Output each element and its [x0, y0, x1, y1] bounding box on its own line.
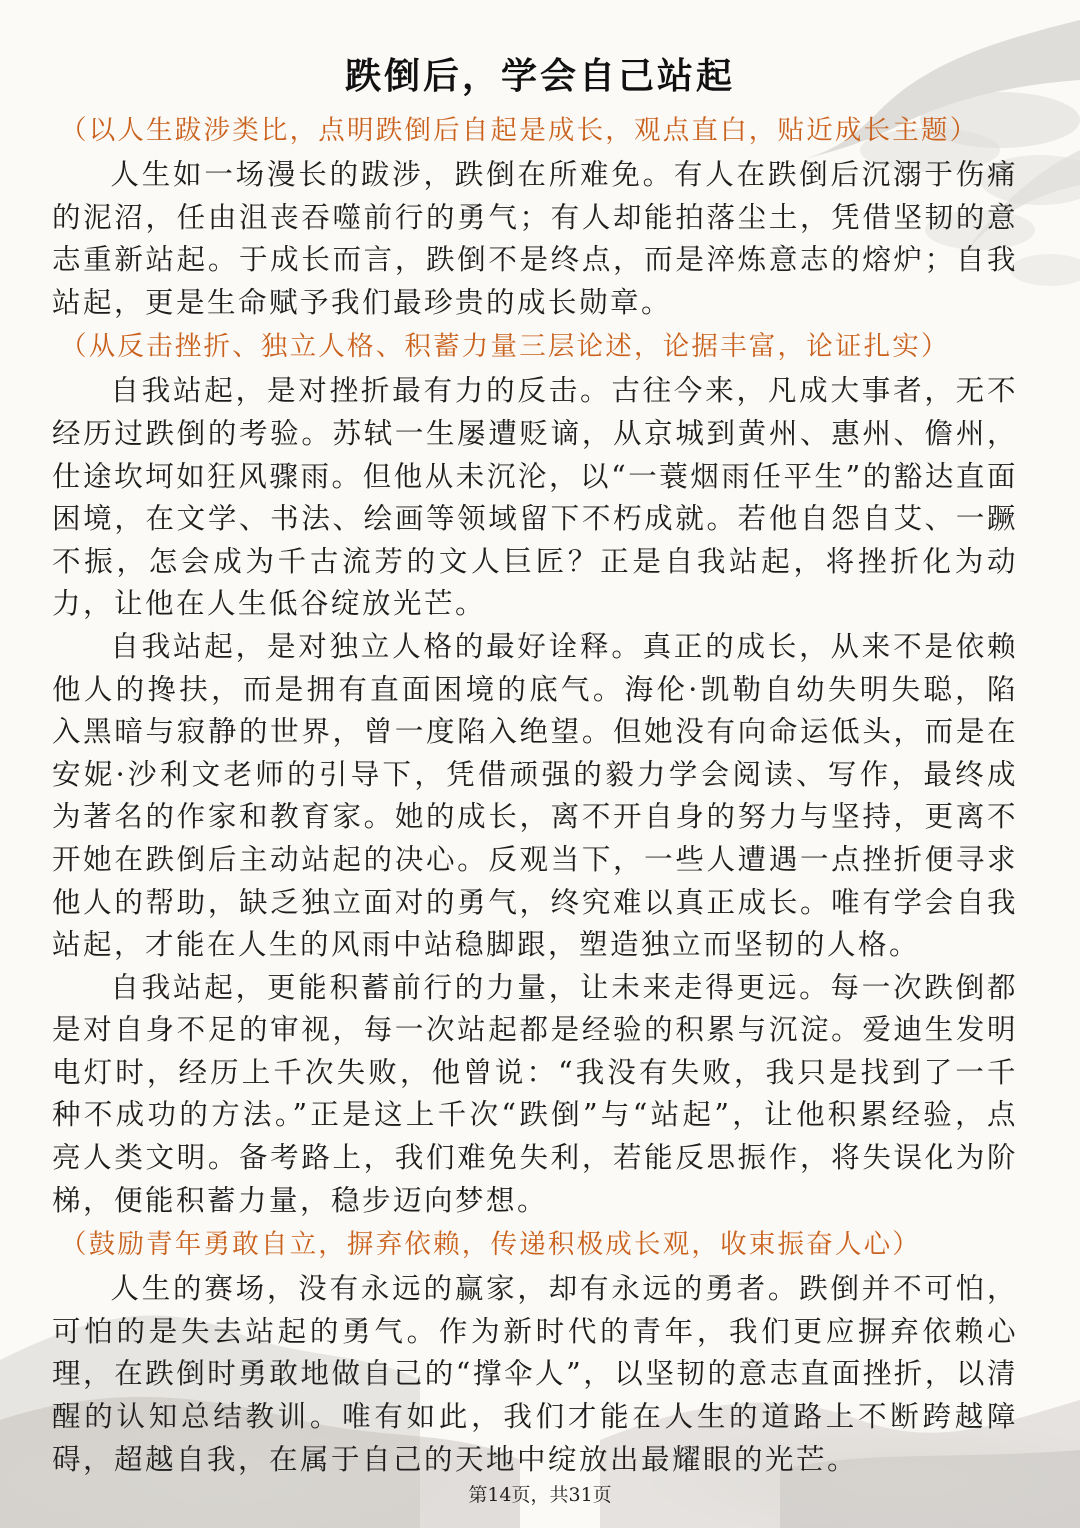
paragraph-2: 自我站起，是对挫折最有力的反击。古往今来，凡成大事者，无不经历过跌倒的考验。苏轼一生屡遭贬谪，从京城到黄州、惠州、儋州，仕途坎坷如狂风骤雨。但他从未沉沦，以“一蓑烟雨任平生”的豁达直面困境，在文学、书法、绘画等领域留下不朽成就。若他自怨自艾、一蹶不振，怎会成为千古流芳的文人巨匠？正是自我站起，将挫折化为动力，让他在人生低谷绽放光芒。 — [52, 374, 1018, 621]
page-number: 第14页，共31页 — [468, 1484, 612, 1506]
paragraph-1: 人生如一场漫长的跋涉，跌倒在所难免。有人在跌倒后沉溺于伤痛的泥沼，任由沮丧吞噬前行的勇气；有人却能拍落尘土，凭借坚韧的意志重新站起。于成长而言，跌倒不是终点，而是淬炼意志的熔炉；自我站起，更是生命赋予我们最珍贵的成长勋章。 — [52, 158, 1018, 319]
paragraph-5: 人生的赛场，没有永远的赢家，却有永远的勇者。跌倒并不可怕，可怕的是失去站起的勇气。作为新时代的青年，我们更应摒弃依赖心理，在跌倒时勇敢地做自己的“撑伞人”，以坚韧的意志直面挫折，以清醒的认知总结教训。唯有如此，我们才能在人生的道路上不断跨越障碍，超越自我，在属于自己的天地中绽放出最耀眼的光芒。 — [52, 1272, 1018, 1476]
paragraph-4: 自我站起，更能积蓄前行的力量，让未来走得更远。每一次跌倒都是对自身不足的审视，每一次站起都是经验的积累与沉淀。爱迪生发明电灯时，经历上千次失败，他曾说：“我没有失败，我只是找到了一千种不成功的方法。”正是这上千次“跌倒”与“站起”，让他积累经验，点亮人类文明。备考路上，我们难免失利，若能反思振作，将失误化为阶梯，便能积蓄力量，稳步迈向梦想。 — [52, 970, 1018, 1217]
section-note-1: （以人生跋涉类比，点明跌倒后自起是成长，观点直白，贴近成长主题） — [60, 115, 979, 146]
paragraph-3: 自我站起，是对独立人格的最好诠释。真正的成长，从来不是依赖他人的搀扶，而是拥有直面困境的底气。海伦·凯勒自幼失明失聪，陷入黑暗与寂静的世界，曾一度陷入绝望。但她没有向命运低头，而是在安妮·沙利文老师的引导下，凭借顽强的毅力学会阅读、写作，最终成为著名的作家和教育家。她的成长，离不开自身的努力与坚持，更离不开她在跌倒后主动站起的决心。反观当下，一些人遭遇一点挫折便寻求他人的帮助，缺乏独立面对的勇气，终究难以真正成长。唯有学会自我站起，才能在人生的风雨中站稳脚跟，塑造独立而坚韧的人格。 — [52, 629, 1018, 962]
section-note-2: （从反击挫折、独立人格、积蓄力量三层论述，论据丰富，论证扎实） — [60, 331, 950, 363]
document-title: 跌倒后，学会自己站起 — [344, 55, 735, 97]
section-note-3: （鼓励青年勇敢自立，摒弃依赖，传递积极成长观，收束振奋人心） — [60, 1229, 921, 1261]
document-body — [52, 108, 1018, 1481]
